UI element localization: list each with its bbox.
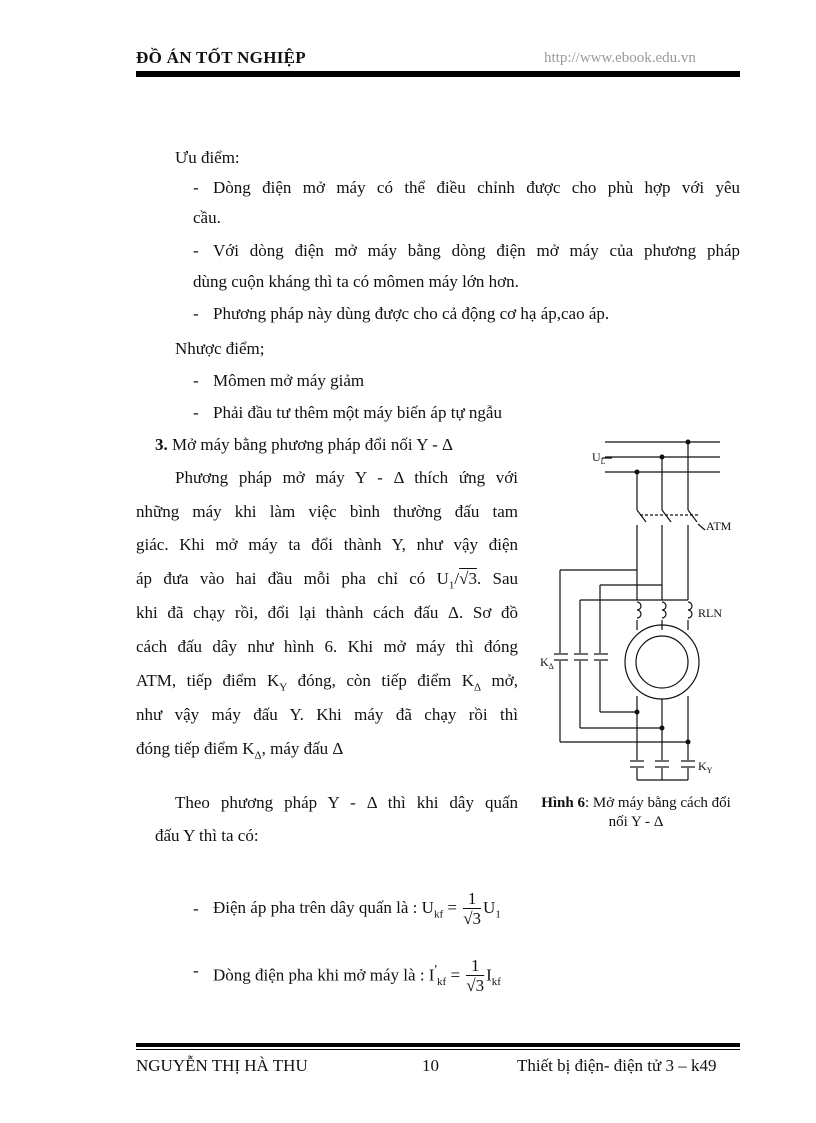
section-title: Mở máy bằng phương pháp đổi nối Y - Δ [172, 435, 453, 454]
bullet: - [193, 899, 199, 918]
line-9-text-b: , máy đấu Δ [261, 739, 344, 758]
caption-line-1 [526, 794, 746, 813]
line-4-text-c: . Sau [476, 569, 519, 588]
bullet: - [193, 178, 199, 197]
label-atm: ATM [706, 519, 732, 533]
bullet: - [193, 961, 199, 980]
line-7-text-b: đóng, còn tiếp điểm K [287, 671, 474, 690]
atm-breaker [637, 510, 698, 522]
k-y-contacts [630, 761, 695, 767]
bullet: - [193, 403, 199, 422]
footer-course: Thiết bị điện- điện tử 3 – k49 [517, 1056, 717, 1075]
formula-phase-current [213, 946, 501, 1006]
formula-phase-voltage [213, 884, 501, 938]
fraction-denominator: √3 [463, 908, 482, 928]
section-3-line-8: như vậy máy đấu Y. Khi máy đã chạy rồi thì [136, 705, 518, 724]
section-3-line-6: cách đấu dây như hình 6. Khi mở máy thì đóng [136, 637, 518, 656]
advantage-item-1-line-1: Dòng điện mở máy có thể điều chỉnh được cho phù hợp với yêu [213, 178, 740, 197]
k-delta-contacts [554, 654, 608, 660]
y-delta-circuit-diagram [540, 430, 750, 792]
fraction [466, 957, 484, 996]
line-9-sub: Δ [254, 749, 262, 762]
disadvantage-item-1: Mômen mở máy giảm [213, 371, 365, 390]
footer-rule-thin [136, 1049, 740, 1050]
fraction-numerator: 1 [463, 890, 481, 909]
label-rln: RLN [698, 606, 722, 620]
caption-figure-number: Hình 6 [541, 795, 585, 811]
fraction [463, 890, 481, 929]
label-k-y: $K_Y$ [698, 759, 713, 775]
label-k-delta: $K_\Delta$ [540, 655, 554, 671]
fraction-numerator: 1 [466, 957, 484, 976]
section-3-line-1: Phương pháp mở máy Y - Δ thích ứng với [175, 468, 518, 487]
formula-1-sub: kf [433, 908, 444, 921]
line-4-text-b: / [454, 569, 460, 588]
sqrt-three: √3 [459, 569, 477, 588]
header-title: ĐỒ ÁN TỐT NGHIỆP [136, 48, 306, 67]
formula-2-eq: = [446, 965, 465, 985]
formula-2-sub: kf [437, 976, 447, 989]
line-7-text-c: mở, [481, 671, 518, 690]
section-3-line-10: Theo phương pháp Y - Δ thì khi dây quấn [175, 793, 518, 812]
fraction-denominator: √3 [466, 976, 485, 996]
figure-caption [526, 794, 746, 832]
section-3-line-3: giác. Khi mở máy ta đổi thành Y, như vậy điện [136, 535, 518, 554]
bullet: - [193, 371, 199, 390]
formula-2-prime: ' [434, 962, 438, 978]
advantage-item-2-line-2: dùng cuộn kháng thì ta có mômen máy lớn hơn. [193, 272, 519, 291]
formula-1-var-sub: 1 [495, 908, 501, 921]
section-number: 3. [155, 435, 168, 454]
formula-1-var: U [483, 898, 496, 917]
line-7-sub-1: Y [279, 681, 288, 694]
header-url[interactable]: http://www.ebook.edu.vn [544, 50, 696, 66]
atm-arrow [698, 524, 705, 530]
footer-rule [136, 1043, 740, 1047]
header-rule [136, 71, 740, 77]
section-3-line-5: khi đã chạy rồi, đổi lại thành cách đấu Δ. Sơ đồ [136, 603, 518, 622]
bullet: - [193, 241, 199, 260]
advantages-heading: Ưu điểm: [175, 148, 240, 167]
section-3-line-4 [136, 568, 518, 596]
advantage-item-2-line-1: Với dòng điện mở máy bằng dòng điện mở máy của phương pháp [213, 241, 740, 260]
bullet: - [193, 304, 199, 323]
section-3-line-9 [136, 738, 343, 766]
formula-2-var-sub: kf [491, 976, 501, 989]
section-3-line-11: đấu Y thì ta có: [155, 826, 259, 845]
formula-2-label: Dòng điện pha khi mở máy là : I [213, 965, 435, 985]
caption-line-2: nối Y - Δ [608, 814, 664, 830]
section-3-heading [155, 434, 453, 456]
line-4-sub: 1 [448, 579, 455, 592]
caption-text: : Mở máy bằng cách đổi [584, 795, 731, 811]
section-3-line-7 [136, 670, 518, 698]
line-7-text-a: ATM, tiếp điểm K [136, 671, 280, 690]
advantage-item-3: Phương pháp này dùng được cho cả động cơ hạ áp,cao áp. [213, 304, 610, 323]
thermal-relay-rln [637, 602, 692, 618]
motor-rotor [636, 636, 688, 688]
formula-1-label: Điện áp pha trên dây quấn là : U [213, 898, 434, 917]
label-ul: $U_L$ [592, 450, 606, 466]
line-7-sub-2: Δ [474, 681, 482, 694]
line-4-text-a: áp đưa vào hai đầu mỗi pha chỉ có U [136, 569, 449, 588]
advantage-item-1-line-2: cầu. [193, 208, 221, 227]
formula-1-eq: = [443, 898, 462, 917]
formula-2-var: I [486, 965, 492, 985]
disadvantage-item-2: Phải đầu tư thêm một máy biến áp tự ngẫu [213, 403, 502, 422]
footer-author: NGUYỄN THỊ HÀ THU [136, 1056, 308, 1075]
disadvantages-heading: Nhược điểm; [175, 339, 265, 358]
section-3-line-2: những máy khi làm việc bình thường đấu tam [136, 502, 518, 521]
footer-page-number: 10 [422, 1056, 439, 1075]
line-9-text-a: đóng tiếp điểm K [136, 739, 255, 758]
